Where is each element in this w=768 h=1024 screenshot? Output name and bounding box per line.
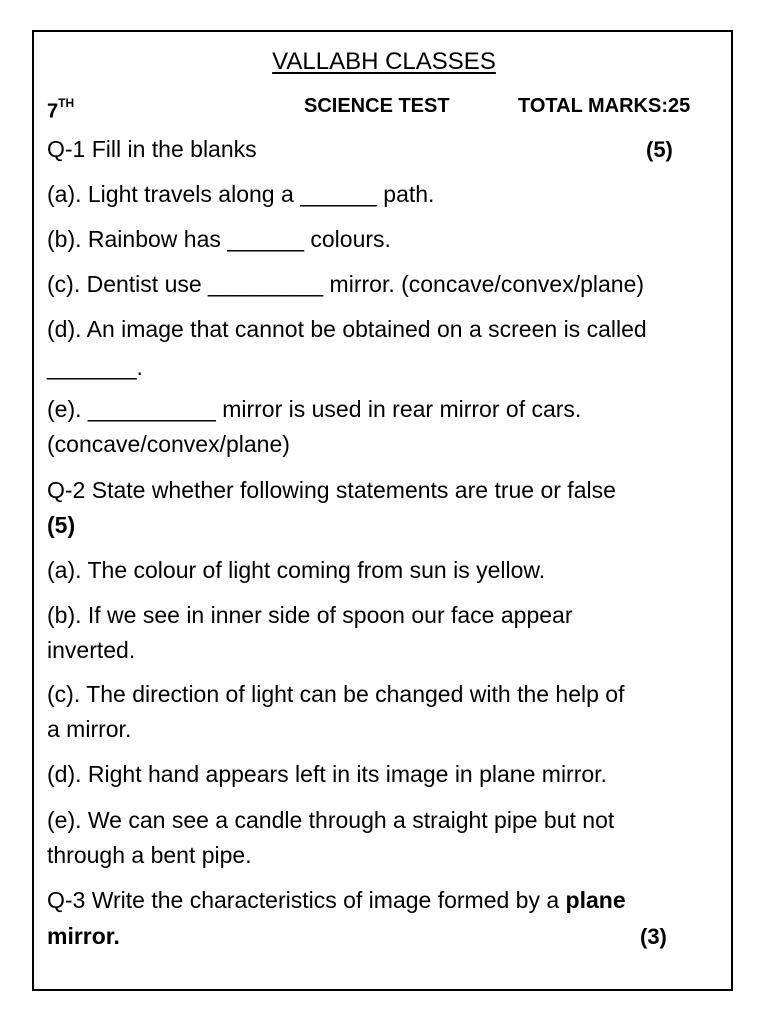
q1-marks: (5)	[646, 137, 673, 162]
q1-item-d-line1: (d). An image that cannot be obtained on a screen is called	[47, 316, 647, 342]
q2-item-a: (a). The colour of light coming from sun is yellow.	[47, 557, 546, 583]
title-text: VALLABH CLASSES	[272, 48, 496, 75]
q1-item-c: (c). Dentist use _________ mirror. (concave/convex/plane)	[47, 271, 645, 297]
subject-label: SCIENCE TEST	[304, 95, 450, 117]
q1-item-d-line2: _______.	[47, 354, 143, 380]
q3-heading-bold: plane	[565, 887, 626, 913]
q1-item-b: (b). Rainbow has ______ colours.	[47, 226, 391, 252]
q2-item-c-line1: (c). The direction of light can be changed with the help of	[47, 681, 625, 707]
page-title	[0, 44, 768, 80]
total-marks-label: TOTAL MARKS:25	[518, 95, 691, 117]
q3-marks: (3)	[640, 924, 667, 949]
q2-item-d: (d). Right hand appears left in its image in plane mirror.	[47, 761, 607, 787]
q2-marks: (5)	[47, 512, 76, 538]
q1-heading: Q-1 Fill in the blanks	[47, 136, 257, 162]
grade-number: 7	[47, 100, 59, 123]
q2-item-e-line1: (e). We can see a candle through a straight pipe but not	[47, 807, 615, 833]
q2-item-b-line1: (b). If we see in inner side of spoon our face appear	[47, 602, 573, 628]
q2-item-e-line2: through a bent pipe.	[47, 842, 252, 868]
q1-item-e-line1: (e). __________ mirror is used in rear mirror of cars.	[47, 396, 582, 422]
q3-heading	[47, 883, 626, 918]
q3-heading-line2: mirror.	[47, 923, 120, 949]
q1-item-e-line2: (concave/convex/plane)	[47, 431, 290, 457]
q3-heading-text: Q-3 Write the characteristics of image formed by a	[47, 887, 566, 913]
q2-heading: Q-2 State whether following statements are true or false	[47, 477, 616, 503]
grade-label	[47, 90, 74, 128]
q2-item-b-line2: inverted.	[47, 637, 136, 663]
q2-item-c-line2: a mirror.	[47, 716, 132, 742]
q1-item-a: (a). Light travels along a ______ path.	[47, 181, 435, 207]
grade-superscript: TH	[58, 96, 75, 110]
